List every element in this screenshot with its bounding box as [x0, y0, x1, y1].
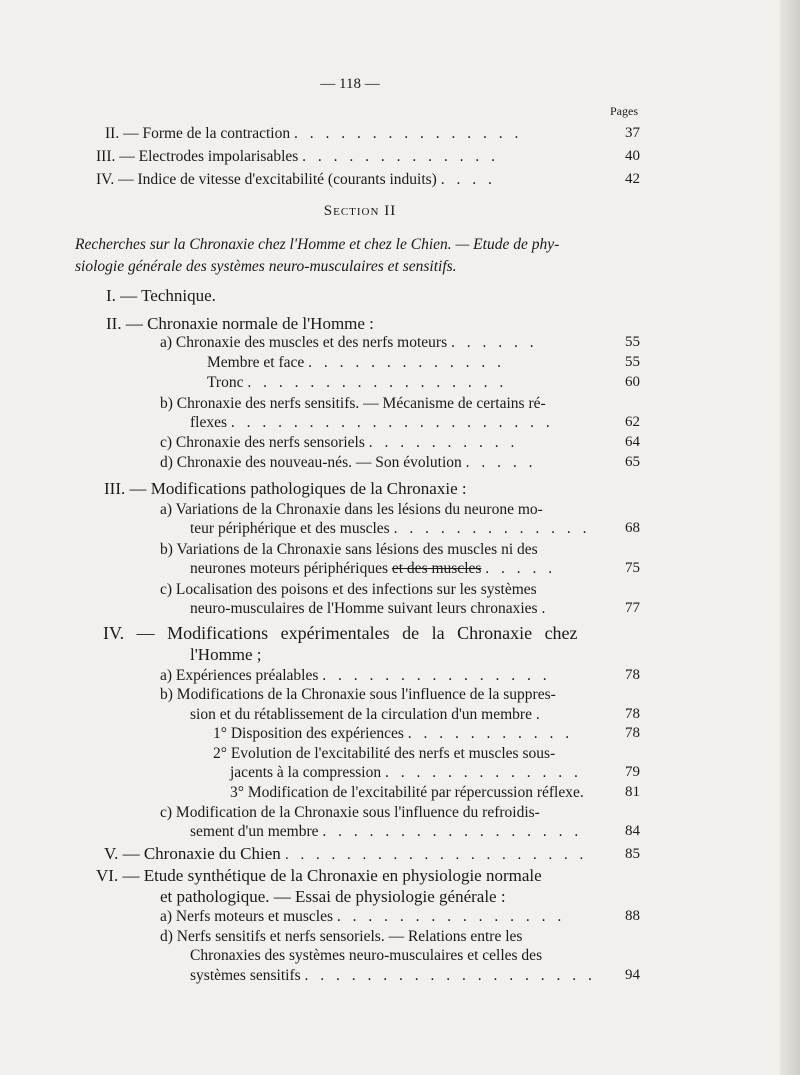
toc-entry: a) Expériences préalables . . . . . . . . . . . . . . . — [160, 667, 551, 684]
toc-entry: neurones moteurs périphériques et des muscles . . . . . — [190, 560, 557, 577]
toc-heading: IV. — Modifications expérimentales de la Chronaxie chez — [103, 623, 578, 643]
toc-entry: b) Variations de la Chronaxie sans lésions des muscles ni des — [160, 541, 538, 558]
struck-text: et des muscles — [391, 560, 482, 577]
section-title: Section II — [323, 203, 397, 219]
toc-page-number: 37 — [625, 125, 640, 141]
toc-entry: Chronaxies des systèmes neuro-musculaires et celles des — [190, 947, 543, 964]
toc-page-number: 42 — [625, 171, 640, 187]
toc-entry: a) Nerfs moteurs et muscles . . . . . . . . . . . . . . . — [160, 908, 566, 925]
toc-entry: II. — Forme de la contraction . . . . . . . . . . . . . . . — [105, 125, 523, 142]
toc-page-number: 75 — [625, 560, 640, 576]
toc-entry: c) Chronaxie des nerfs sensoriels . . . . . . . . . . — [160, 434, 519, 451]
toc-heading: I. — Technique. — [106, 286, 216, 305]
toc-page-number: 78 — [625, 706, 640, 722]
toc-entry: systèmes sensitifs . . . . . . . . . . . . . . . . . . . — [190, 967, 596, 984]
toc-page-number: 62 — [625, 414, 640, 430]
toc-entry: 2° Evolution de l'excitabilité des nerfs et muscles sous- — [213, 745, 556, 762]
toc-heading: III. — Modifications pathologiques de la Chronaxie : — [104, 479, 467, 498]
toc-entry: b) Chronaxie des nerfs sensitifs. — Mécanisme de certains ré- — [160, 395, 546, 412]
toc-page-number: 60 — [625, 374, 640, 390]
toc-page-number: 55 — [625, 354, 640, 370]
toc-entry: a) Chronaxie des muscles et des nerfs moteurs . . . . . . — [160, 334, 538, 351]
toc-entry: IV. — Indice de vitesse d'excitabilité (courants induits) . . . . — [96, 171, 496, 188]
pages-column-header: Pages — [610, 104, 638, 118]
toc-entry: c) Localisation des poisons et des infections sur les systèmes — [160, 581, 537, 598]
toc-entry: III. — Electrodes impolarisables . . . . . . . . . . . . . — [96, 148, 500, 165]
toc-page-number: 85 — [625, 846, 640, 862]
toc-page-number: 65 — [625, 454, 640, 470]
toc-page-number: 79 — [625, 764, 640, 780]
toc-page-number: 88 — [625, 908, 640, 924]
toc-entry: d) Nerfs sensitifs et nerfs sensoriels. — Relations entre les — [160, 928, 523, 945]
toc-entry: Membre et face . . . . . . . . . . . . . — [207, 354, 505, 371]
toc-page-number: 40 — [625, 148, 640, 164]
section-intro-line: siologie générale des systèmes neuro-musculaires et sensitifs. — [75, 258, 457, 275]
toc-heading: l'Homme ; — [190, 645, 262, 664]
toc-entry: jacents à la compression . . . . . . . . . . . . . — [230, 764, 582, 781]
toc-heading: VI. — Etude synthétique de la Chronaxie en physiologie normale — [96, 866, 542, 885]
toc-page-number: 84 — [625, 823, 640, 839]
toc-entry: sement d'un membre . . . . . . . . . . . . . . . . . — [190, 823, 583, 840]
toc-page-number: 78 — [625, 667, 640, 683]
toc-entry: teur périphérique et des muscles . . . . . . . . . . . . . — [190, 520, 591, 537]
page-number: — 118 — — [320, 76, 380, 92]
toc-page-number: 68 — [625, 520, 640, 536]
toc-entry: a) Variations de la Chronaxie dans les lésions du neurone mo- — [160, 501, 543, 518]
toc-page-number: 81 — [625, 784, 640, 800]
toc-entry: Tronc . . . . . . . . . . . . . . . . . — [207, 374, 508, 391]
toc-entry: neuro-musculaires de l'Homme suivant leurs chronaxies . — [190, 600, 550, 617]
toc-entry: sion et du rétablissement de la circulation d'un membre . — [190, 706, 544, 723]
section-intro-line: Recherches sur la Chronaxie chez l'Homme et chez le Chien. — Etude de phy- — [75, 236, 560, 253]
toc-entry: 3° Modification de l'excitabilité par répercussion réflexe. — [230, 784, 584, 801]
toc-entry: flexes . . . . . . . . . . . . . . . . . . . . . — [190, 414, 554, 431]
toc-entry: 1° Disposition des expériences . . . . . . . . . . . — [213, 725, 574, 742]
page-edge-shadow — [780, 0, 800, 1075]
toc-page-number: 55 — [625, 334, 640, 350]
toc-heading: et pathologique. — Essai de physiologie générale : — [160, 887, 506, 906]
toc-page-number: 77 — [625, 600, 640, 616]
toc-heading: V. — Chronaxie du Chien . . . . . . . . . . . . . . . . . . . . — [104, 844, 588, 863]
toc-entry: c) Modification de la Chronaxie sous l'influence du refroidis- — [160, 804, 540, 821]
toc-page-number: 64 — [625, 434, 640, 450]
toc-entry: b) Modifications de la Chronaxie sous l'influence de la suppres- — [160, 686, 556, 703]
toc-page-number: 78 — [625, 725, 640, 741]
toc-page-number: 94 — [625, 967, 640, 983]
toc-entry: d) Chronaxie des nouveau-nés. — Son évolution . . . . . — [160, 454, 537, 471]
toc-heading: II. — Chronaxie normale de l'Homme : — [106, 314, 374, 333]
